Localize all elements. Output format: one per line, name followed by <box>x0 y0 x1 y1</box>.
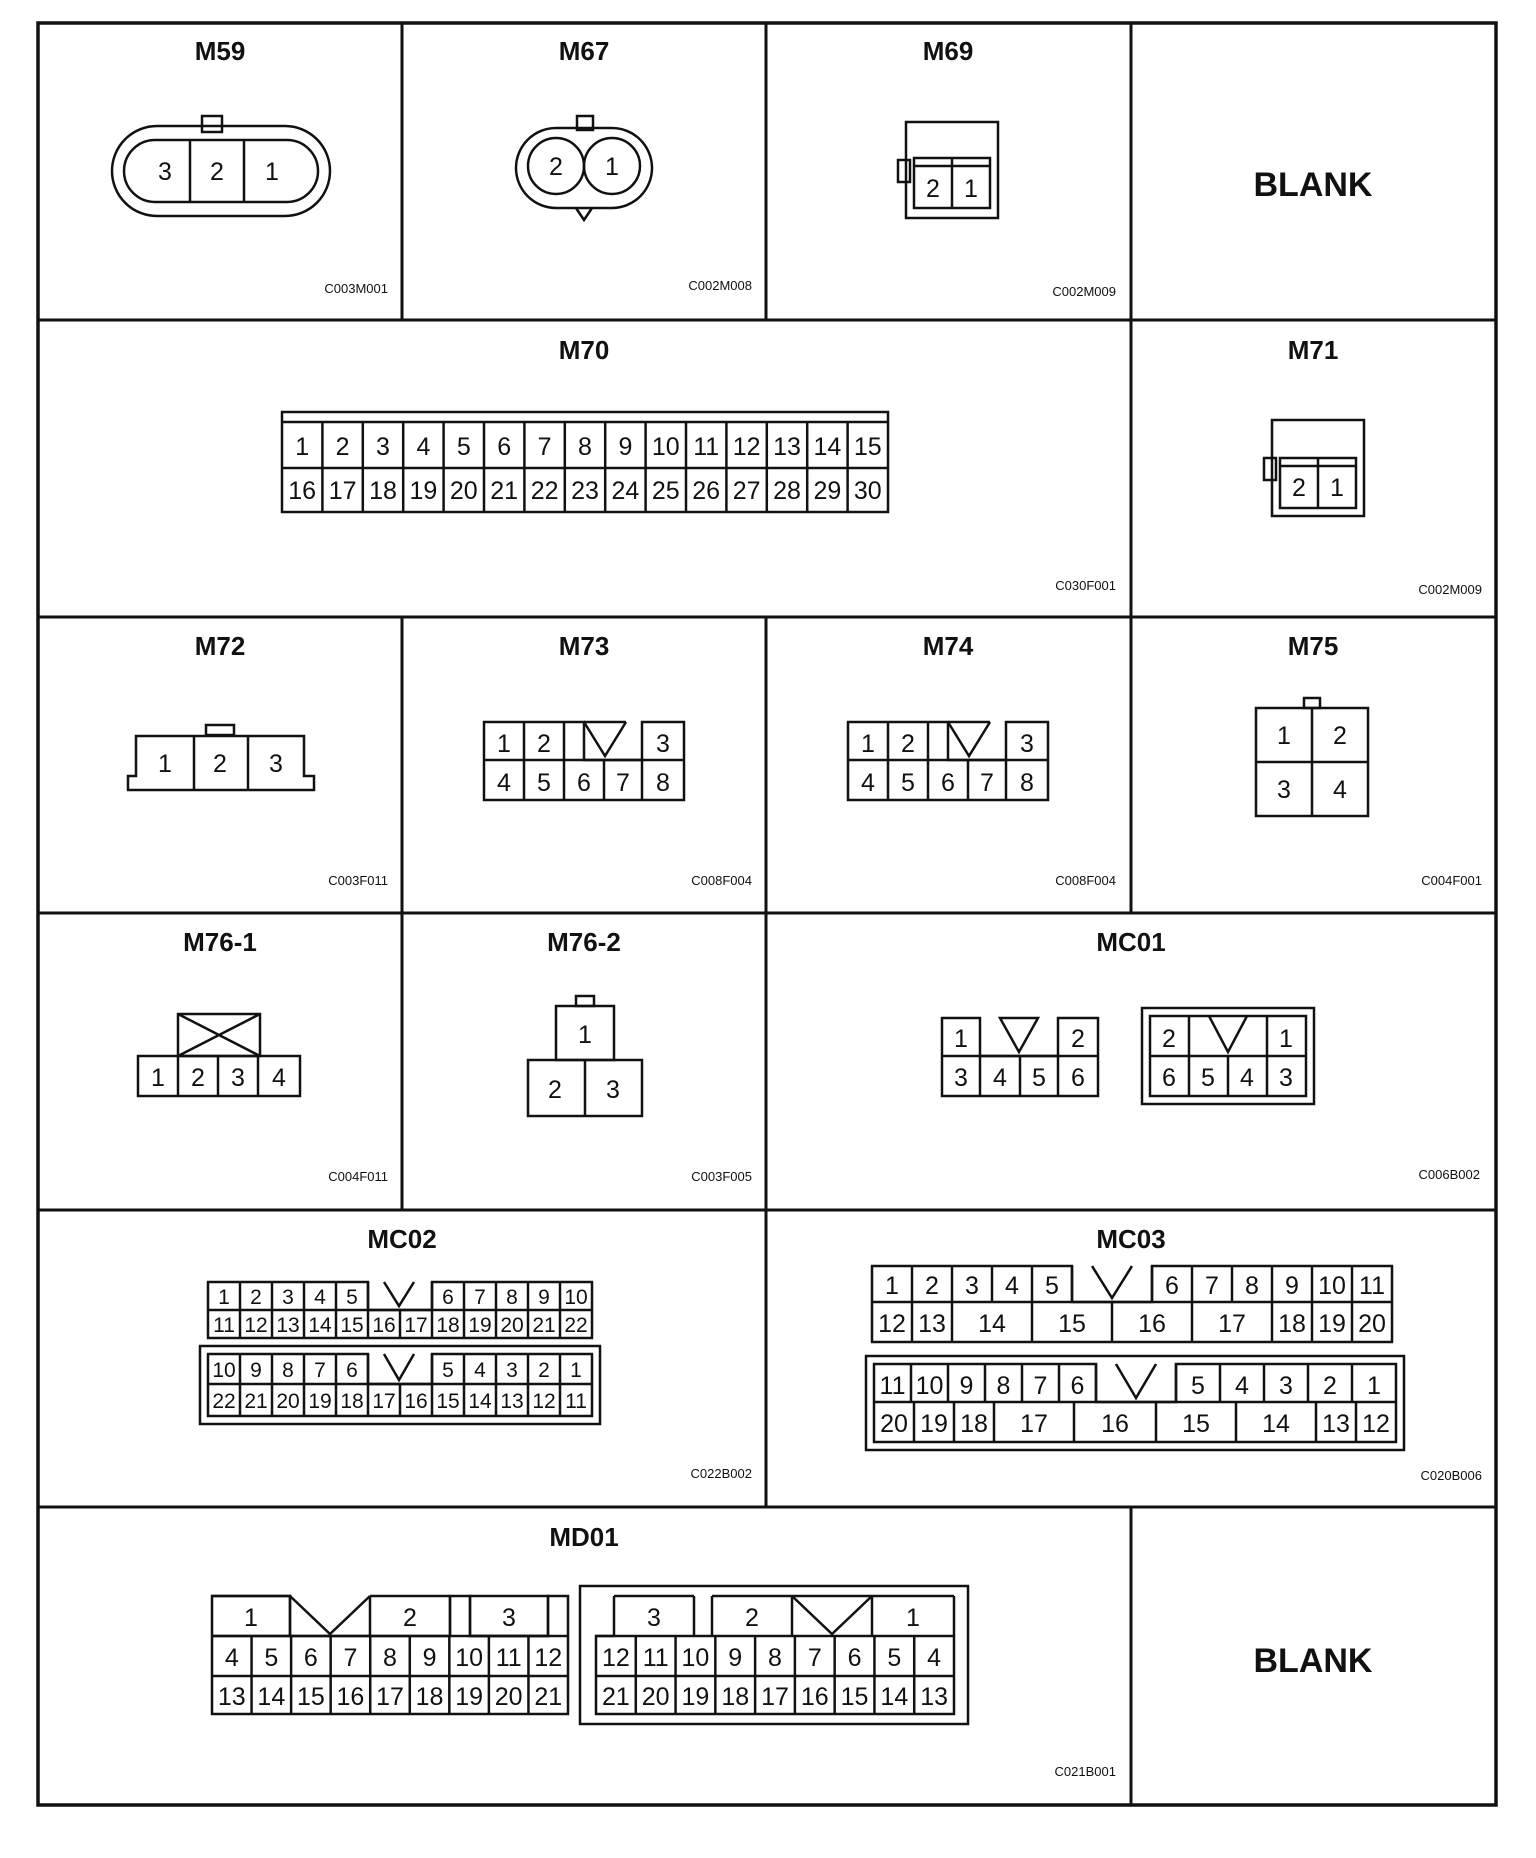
pin-label: 8 <box>578 433 592 461</box>
pin-label: 12 <box>534 1644 563 1672</box>
pin-label: 14 <box>257 1683 286 1711</box>
pin-label: 5 <box>901 769 915 797</box>
pin-label: 3 <box>606 1076 620 1104</box>
pin-label: 11 <box>879 1372 906 1400</box>
pin-label: 6 <box>577 769 591 797</box>
pin-label: 10 <box>564 1286 588 1309</box>
connector-mc02-top <box>208 1282 592 1338</box>
pin-label: 7 <box>343 1644 358 1672</box>
pin-label: 5 <box>1201 1064 1215 1092</box>
pin-label: 19 <box>681 1683 710 1711</box>
pin-label: 2 <box>537 730 551 758</box>
panel-m76-2 <box>528 927 752 1184</box>
pin-label: 6 <box>941 769 955 797</box>
pin-label: 12 <box>532 1390 556 1413</box>
pin-label: 13 <box>217 1683 246 1711</box>
pin-label: 5 <box>537 769 551 797</box>
pin-label: 7 <box>314 1359 326 1382</box>
pin-label: 16 <box>1138 1310 1166 1338</box>
connector-m72 <box>128 725 314 790</box>
pin-label: 6 <box>847 1644 862 1672</box>
pin-label: 1 <box>295 433 310 461</box>
pin-label: 11 <box>693 433 720 461</box>
pin-label: 19 <box>468 1314 492 1337</box>
pin-label: 13 <box>773 433 801 461</box>
pin-label: 3 <box>376 433 390 461</box>
pin-label: 20 <box>494 1683 523 1711</box>
connector-m71 <box>1264 420 1364 516</box>
pin-label: 4 <box>993 1064 1007 1092</box>
pin-label: 2 <box>1292 474 1306 502</box>
part-code: C003F011 <box>328 873 388 888</box>
panel-title: M69 <box>922 36 974 66</box>
pin-label: 14 <box>308 1314 332 1337</box>
pin-label: 3 <box>647 1604 661 1632</box>
panel-m69 <box>898 36 1116 299</box>
part-code: C022B002 <box>690 1466 752 1481</box>
pin-label: 1 <box>570 1359 582 1382</box>
pin-label: 2 <box>901 730 915 758</box>
connector-m75 <box>1256 698 1368 816</box>
pin-label: 9 <box>1285 1272 1299 1300</box>
pin-label: 21 <box>490 477 519 505</box>
pin-label: 19 <box>455 1683 484 1711</box>
pin-label: 4 <box>861 769 875 797</box>
pin-label: 25 <box>651 477 680 505</box>
connector-mc01-right <box>1142 1008 1314 1104</box>
pin-label: 3 <box>282 1286 294 1309</box>
pin-label: 10 <box>1318 1272 1346 1300</box>
pin-label: 1 <box>151 1064 165 1092</box>
pin-label: 16 <box>1101 1410 1129 1438</box>
pin-label: 3 <box>954 1064 968 1092</box>
pin-label: 21 <box>244 1390 268 1413</box>
pin-label: 4 <box>474 1359 486 1382</box>
pin-label: 16 <box>800 1683 829 1711</box>
connector-m76-1 <box>138 1014 300 1096</box>
pin-label: 15 <box>340 1314 364 1337</box>
pin-label: 2 <box>1323 1372 1337 1400</box>
connector-mc03-top <box>872 1266 1392 1342</box>
pin-label: 17 <box>404 1314 428 1337</box>
pin-label: 4 <box>927 1644 942 1672</box>
connector-md01-right <box>580 1586 968 1724</box>
panel-m59 <box>112 36 388 296</box>
panel-m71 <box>1264 335 1482 597</box>
pin-label: 4 <box>1005 1272 1019 1300</box>
pin-label: 1 <box>906 1604 920 1632</box>
pin-label: 1 <box>1367 1372 1381 1400</box>
pin-label: 9 <box>959 1372 974 1400</box>
pin-label: 4 <box>1235 1372 1249 1400</box>
pin-label: 9 <box>250 1359 262 1382</box>
pin-label: 16 <box>336 1683 365 1711</box>
pin-label: 10 <box>212 1359 236 1382</box>
pin-label: 26 <box>692 477 721 505</box>
part-code: C020B006 <box>1420 1468 1482 1483</box>
pin-label: 3 <box>1279 1372 1293 1400</box>
pin-label: 5 <box>1032 1064 1046 1092</box>
pin-label: 7 <box>537 433 552 461</box>
pin-label: 10 <box>915 1372 944 1400</box>
pin-label: 11 <box>495 1644 522 1672</box>
pin-label: 13 <box>920 1683 949 1711</box>
pin-label: 15 <box>296 1683 325 1711</box>
pin-label: 9 <box>422 1644 437 1672</box>
panel-title: M71 <box>1287 335 1339 365</box>
pin-label: 2 <box>925 1272 939 1300</box>
panel-mc01 <box>942 927 1480 1182</box>
pin-label: 4 <box>224 1644 239 1672</box>
panel-title: M75 <box>1287 631 1339 661</box>
pin-label: 4 <box>497 769 511 797</box>
pin-label: 13 <box>1322 1410 1350 1438</box>
panel-title: MC02 <box>367 1224 437 1254</box>
pin-label: 5 <box>887 1644 902 1672</box>
pin-label: 1 <box>1277 722 1291 750</box>
pin-label: 7 <box>616 769 630 797</box>
pin-label: 3 <box>656 730 670 758</box>
panel-m73 <box>484 631 752 888</box>
pin-label: 6 <box>442 1286 454 1309</box>
connector-m73 <box>484 722 684 800</box>
pin-label: 2 <box>403 1604 417 1632</box>
pin-label: 18 <box>721 1683 750 1711</box>
panel-m70 <box>282 335 1116 593</box>
pin-label: 1 <box>954 1025 968 1053</box>
pin-label: 14 <box>468 1390 492 1413</box>
pin-label: 4 <box>272 1064 286 1092</box>
pin-label: 1 <box>861 730 875 758</box>
pin-label: 17 <box>372 1390 396 1413</box>
pin-label: 6 <box>497 433 512 461</box>
part-code: C008F004 <box>691 873 752 888</box>
pin-label: 19 <box>308 1390 332 1413</box>
part-code: C002M008 <box>688 278 752 293</box>
pin-label: 17 <box>328 477 357 505</box>
panel-m72 <box>128 631 388 888</box>
pin-label: 2 <box>1071 1025 1085 1053</box>
pin-label: 28 <box>773 477 801 505</box>
pin-label: 20 <box>449 477 478 505</box>
pin-label: 5 <box>442 1359 454 1382</box>
pin-label: 17 <box>1020 1410 1048 1438</box>
pin-label: 14 <box>880 1683 909 1711</box>
pin-label: 1 <box>1279 1025 1293 1053</box>
pin-label: 11 <box>642 1644 669 1672</box>
connector-mc01-left <box>942 1018 1098 1096</box>
pin-label: 2 <box>213 750 227 778</box>
pin-label: 13 <box>918 1310 946 1338</box>
pin-label: 16 <box>372 1314 396 1337</box>
pin-label: 12 <box>601 1644 630 1672</box>
pin-label: 6 <box>346 1359 358 1382</box>
panel-mc02 <box>200 1224 752 1481</box>
pin-label: 8 <box>506 1286 518 1309</box>
pin-label: 11 <box>565 1390 587 1413</box>
pin-label: 2 <box>745 1604 759 1632</box>
pin-label: 8 <box>383 1644 397 1672</box>
blank-label: BLANK <box>1253 1642 1373 1680</box>
pin-label: 16 <box>404 1390 428 1413</box>
part-code: C004F011 <box>328 1169 388 1184</box>
part-code: C003F005 <box>691 1169 752 1184</box>
panel-title: M76-2 <box>547 927 621 957</box>
pin-label: 8 <box>768 1644 782 1672</box>
pin-label: 7 <box>980 769 994 797</box>
part-code: C002M009 <box>1418 582 1482 597</box>
pin-label: 12 <box>244 1314 268 1337</box>
pin-label: 7 <box>1033 1372 1048 1400</box>
panel-title: M72 <box>194 631 246 661</box>
connector-m69 <box>898 122 998 218</box>
pin-label: 16 <box>288 477 317 505</box>
pin-label: 2 <box>1333 722 1347 750</box>
pin-label: 29 <box>813 477 842 505</box>
pin-label: 18 <box>415 1683 444 1711</box>
pin-label: 2 <box>191 1064 205 1092</box>
pin-label: 10 <box>681 1644 710 1672</box>
pin-label: 15 <box>853 433 882 461</box>
pin-label: 20 <box>1358 1310 1386 1338</box>
pin-label: 12 <box>1362 1410 1390 1438</box>
pin-label: 2 <box>250 1286 262 1309</box>
pin-label: 19 <box>920 1410 948 1438</box>
pin-label: 18 <box>369 477 397 505</box>
pin-label: 22 <box>564 1314 588 1337</box>
pin-label: 8 <box>656 769 670 797</box>
pin-label: 5 <box>456 433 471 461</box>
part-code: C004F001 <box>1421 873 1482 888</box>
panel-m75 <box>1256 631 1482 888</box>
pin-label: 4 <box>1333 776 1347 804</box>
pin-label: 20 <box>880 1410 908 1438</box>
pin-label: 12 <box>878 1310 906 1338</box>
connector-m67 <box>516 116 652 220</box>
pin-label: 3 <box>1277 776 1291 804</box>
panel-title: M76-1 <box>183 927 257 957</box>
pin-label: 15 <box>840 1683 869 1711</box>
pin-label: 2 <box>926 175 940 203</box>
pin-label: 24 <box>611 477 640 505</box>
pin-label: 10 <box>651 433 680 461</box>
connector-m76-2 <box>528 996 642 1116</box>
pin-label: 8 <box>996 1372 1011 1400</box>
pin-label: 11 <box>1359 1272 1385 1300</box>
pin-label: 8 <box>1245 1272 1259 1300</box>
pin-label: 1 <box>964 175 978 203</box>
pin-label: 5 <box>1191 1372 1205 1400</box>
connector-mc02-bottom <box>200 1346 600 1424</box>
pin-label: 2 <box>335 433 350 461</box>
connector-m74 <box>848 722 1048 800</box>
pin-label: 27 <box>732 477 761 505</box>
pin-label: 2 <box>548 1076 562 1104</box>
pin-label: 3 <box>231 1064 245 1092</box>
pin-label: 4 <box>416 433 431 461</box>
pin-label: 9 <box>618 433 633 461</box>
pin-label: 21 <box>532 1314 556 1337</box>
pin-label: 21 <box>601 1683 630 1711</box>
pin-label: 2 <box>210 158 224 186</box>
pin-label: 10 <box>455 1644 484 1672</box>
pin-label: 11 <box>213 1314 235 1337</box>
pin-label: 15 <box>1058 1310 1086 1338</box>
pin-label: 21 <box>534 1683 563 1711</box>
part-code: C002M009 <box>1052 284 1116 299</box>
panel-m74 <box>848 631 1116 888</box>
panel-title: MC01 <box>1096 927 1166 957</box>
pin-label: 6 <box>1070 1372 1085 1400</box>
panel-m67 <box>516 36 752 293</box>
part-code: C008F004 <box>1055 873 1116 888</box>
pin-label: 22 <box>212 1390 236 1413</box>
connector-m59 <box>112 116 330 216</box>
panel-title: M74 <box>922 631 974 661</box>
pin-label: 6 <box>1165 1272 1179 1300</box>
pin-label: 20 <box>641 1683 670 1711</box>
pin-label: 1 <box>244 1604 258 1632</box>
pin-label: 1 <box>1330 474 1344 502</box>
pin-label: 17 <box>1218 1310 1246 1338</box>
panel-md01 <box>212 1522 1116 1779</box>
pin-label: 13 <box>500 1390 524 1413</box>
pin-label: 5 <box>1045 1272 1059 1300</box>
pin-label: 3 <box>1020 730 1034 758</box>
pin-label: 19 <box>1318 1310 1346 1338</box>
pin-label: 17 <box>376 1683 404 1711</box>
pin-label: 15 <box>436 1390 460 1413</box>
pin-label: 14 <box>813 433 842 461</box>
pin-label: 1 <box>158 750 172 778</box>
pin-label: 8 <box>282 1359 294 1382</box>
pin-label: 18 <box>960 1410 988 1438</box>
pin-label: 1 <box>605 153 619 181</box>
panel-title: M73 <box>558 631 610 661</box>
pin-label: 7 <box>1205 1272 1219 1300</box>
pin-label: 20 <box>276 1390 300 1413</box>
pin-label: 3 <box>506 1359 518 1382</box>
pin-label: 8 <box>1020 769 1034 797</box>
pin-label: 6 <box>303 1644 318 1672</box>
part-code: C030F001 <box>1055 578 1116 593</box>
pin-label: 17 <box>761 1683 789 1711</box>
pin-label: 18 <box>1278 1310 1306 1338</box>
connector-m70 <box>282 412 888 512</box>
panel-title: M59 <box>194 36 246 66</box>
pin-label: 6 <box>1071 1064 1085 1092</box>
pin-label: 12 <box>732 433 761 461</box>
pin-label: 14 <box>978 1310 1006 1338</box>
pin-label: 4 <box>314 1286 326 1309</box>
pin-label: 2 <box>549 153 563 181</box>
panel-title: M67 <box>558 36 610 66</box>
panel-title: MC03 <box>1096 1224 1166 1254</box>
pin-label: 1 <box>578 1021 592 1049</box>
pin-label: 1 <box>497 730 511 758</box>
part-code: C021B001 <box>1054 1764 1116 1779</box>
pin-label: 2 <box>1162 1025 1176 1053</box>
pin-label: 30 <box>853 477 882 505</box>
pin-label: 7 <box>807 1644 822 1672</box>
pin-label: 13 <box>276 1314 300 1337</box>
blank-label: BLANK <box>1253 166 1373 204</box>
connector-md01-left <box>212 1596 568 1714</box>
part-code: C003M001 <box>324 281 388 296</box>
pin-label: 14 <box>1262 1410 1290 1438</box>
connector-mc03-bottom <box>866 1356 1404 1450</box>
pin-label: 7 <box>474 1286 486 1309</box>
pin-label: 6 <box>1162 1064 1176 1092</box>
pin-label: 1 <box>218 1286 230 1309</box>
panel-title: M70 <box>558 335 610 365</box>
panel-m76-1 <box>138 927 388 1184</box>
pin-label: 5 <box>346 1286 358 1309</box>
pin-label: 1 <box>265 158 279 186</box>
pin-label: 18 <box>340 1390 364 1413</box>
pin-label: 3 <box>269 750 283 778</box>
pin-label: 3 <box>158 158 172 186</box>
pin-label: 18 <box>436 1314 460 1337</box>
pin-label: 3 <box>1279 1064 1293 1092</box>
pin-label: 3 <box>502 1604 516 1632</box>
pin-label: 1 <box>885 1272 899 1300</box>
pin-label: 15 <box>1182 1410 1210 1438</box>
part-code: C006B002 <box>1418 1167 1480 1182</box>
pin-label: 22 <box>530 477 559 505</box>
pin-label: 20 <box>500 1314 524 1337</box>
pin-label: 2 <box>538 1359 550 1382</box>
pin-label: 4 <box>1240 1064 1254 1092</box>
pin-label: 23 <box>571 477 599 505</box>
panel-title: MD01 <box>549 1522 619 1552</box>
pin-label: 9 <box>728 1644 743 1672</box>
pin-label: 5 <box>264 1644 279 1672</box>
pin-label: 19 <box>409 477 438 505</box>
panel-mc03 <box>866 1224 1482 1483</box>
pin-label: 3 <box>965 1272 979 1300</box>
panel-grid <box>38 23 1496 1805</box>
pin-label: 9 <box>538 1286 550 1309</box>
